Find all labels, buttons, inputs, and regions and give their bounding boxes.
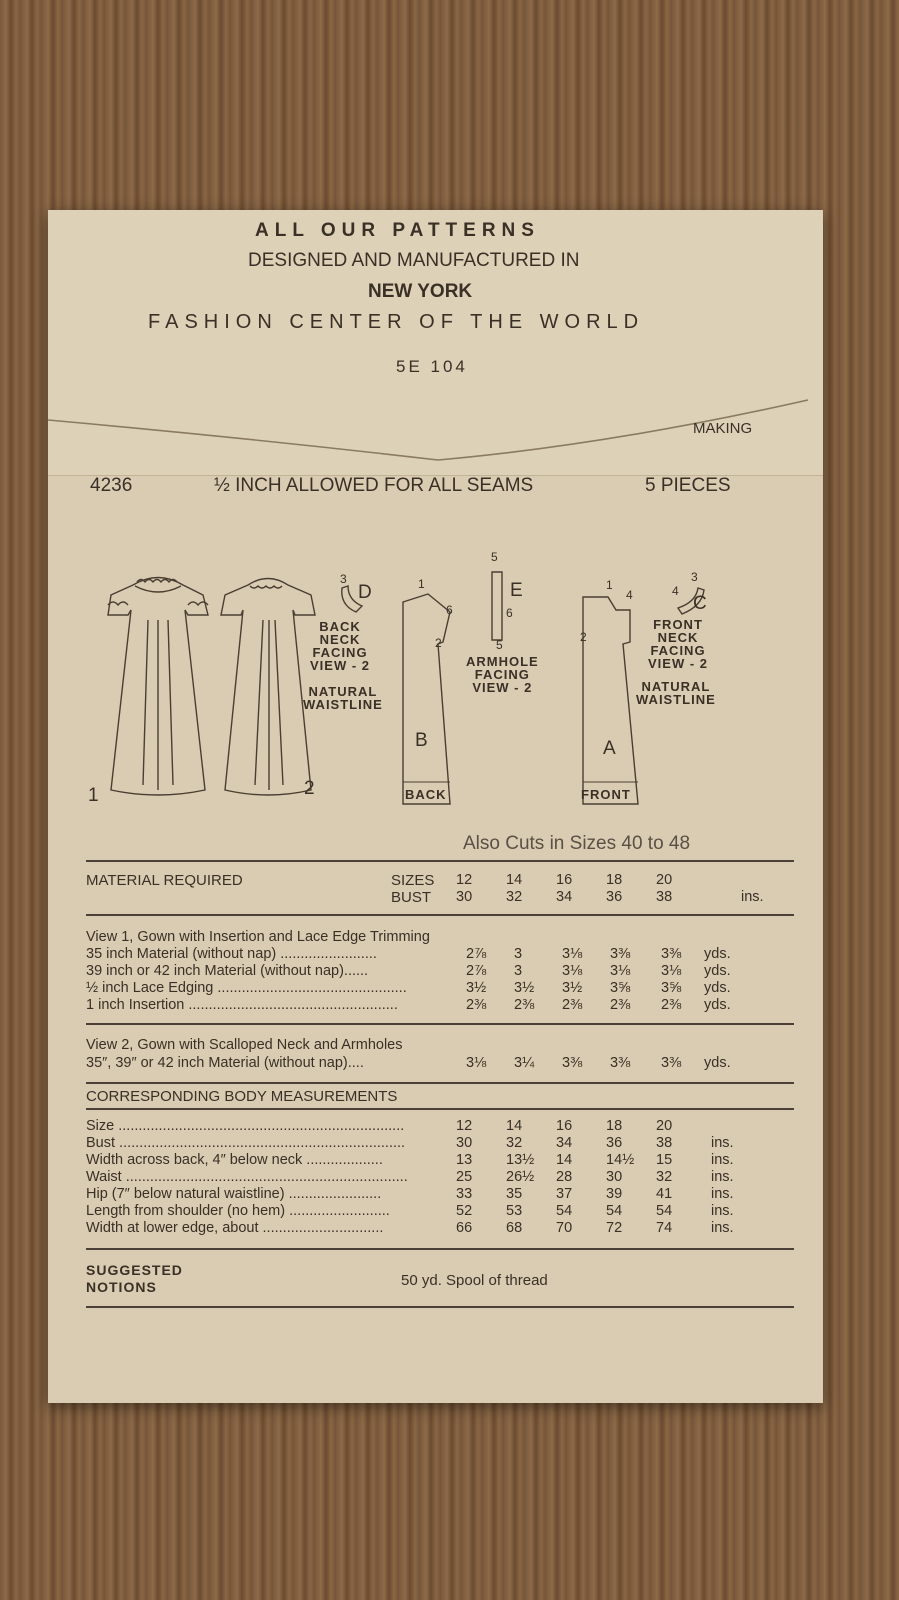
flap-line-2: DESIGNED AND MANUFACTURED IN bbox=[248, 250, 580, 271]
cell: 41 bbox=[656, 1186, 673, 1202]
piece-count: 5 PIECES bbox=[645, 475, 731, 496]
flap-code: 5E 104 bbox=[396, 357, 468, 376]
cell: 2⅜ bbox=[610, 997, 631, 1013]
row-label: Bust ....................................................................... bbox=[86, 1135, 406, 1151]
cell: 3⅛ bbox=[562, 946, 583, 962]
table-row bbox=[86, 1135, 801, 1152]
unit: ins. bbox=[711, 1169, 734, 1185]
size-col-2: 14 bbox=[506, 872, 523, 888]
bust-col-4: 36 bbox=[606, 889, 623, 905]
row-label: 35″, 39″ or 42 inch Material (without nap).... bbox=[86, 1055, 364, 1071]
table-row bbox=[86, 1152, 801, 1169]
table-row bbox=[86, 980, 801, 997]
piece-b-num-2: 2 bbox=[435, 636, 442, 650]
cell: 35 bbox=[506, 1186, 523, 1202]
cell: 14 bbox=[506, 1118, 523, 1134]
table-row bbox=[86, 946, 801, 963]
divider bbox=[86, 1108, 794, 1110]
table-row bbox=[86, 1118, 801, 1135]
body-title-row bbox=[86, 1088, 801, 1105]
cell: 3⅜ bbox=[562, 1055, 583, 1071]
unit: ins. bbox=[711, 1203, 734, 1219]
row-label: 39 inch or 42 inch Material (without nap)...... bbox=[86, 963, 369, 979]
row-label: 1 inch Insertion .................................................... bbox=[86, 997, 398, 1013]
cell: 3 bbox=[514, 963, 523, 979]
piece-a-num-4: 4 bbox=[626, 588, 633, 602]
unit: yds. bbox=[704, 1055, 731, 1071]
piece-a-letter: A bbox=[603, 738, 616, 759]
piece-a-num-2: 2 bbox=[580, 630, 587, 644]
cell: 3 bbox=[514, 946, 523, 962]
seam-allowance: ½ INCH ALLOWED FOR ALL SEAMS bbox=[214, 475, 534, 496]
cell: 52 bbox=[456, 1203, 473, 1219]
cell: 3⅜ bbox=[661, 946, 682, 962]
cell: 34 bbox=[556, 1135, 573, 1151]
table-row bbox=[86, 1055, 801, 1072]
cell: 33 bbox=[456, 1186, 473, 1202]
cell: 14 bbox=[556, 1152, 573, 1168]
view-1-title-row bbox=[86, 929, 801, 946]
unit: yds. bbox=[704, 946, 731, 962]
piece-e-num-mid: 6 bbox=[506, 606, 513, 620]
view-2-number: 2 bbox=[304, 778, 315, 799]
size-col-1: 12 bbox=[456, 872, 473, 888]
cell: 3⅜ bbox=[610, 1055, 631, 1071]
piece-b-waistline: NATURAL WAISTLINE bbox=[303, 684, 383, 712]
flap-edge-text: MAKING bbox=[693, 420, 753, 437]
cell: 3⅛ bbox=[466, 1055, 487, 1071]
flap-line-4: FASHION CENTER OF THE WORLD bbox=[148, 311, 645, 333]
cell: 66 bbox=[456, 1220, 473, 1236]
cell: 3⅝ bbox=[661, 980, 682, 996]
cell: 3⅛ bbox=[562, 963, 583, 979]
cell: 39 bbox=[606, 1186, 623, 1202]
row-label: ½ inch Lace Edging ............................................... bbox=[86, 980, 407, 996]
piece-c-label: FRONT NECK FACING VIEW - 2 bbox=[648, 617, 709, 671]
divider bbox=[86, 1306, 794, 1308]
unit: ins. bbox=[711, 1220, 734, 1236]
piece-e-letter: E bbox=[510, 580, 523, 601]
cell: 54 bbox=[556, 1203, 573, 1219]
body-title: CORRESPONDING BODY MEASUREMENTS bbox=[86, 1088, 398, 1105]
cell: 13 bbox=[456, 1152, 473, 1168]
cell: 3½ bbox=[562, 980, 583, 996]
view-1-number: 1 bbox=[88, 785, 99, 806]
material-header-row bbox=[86, 872, 801, 889]
cell: 2⅜ bbox=[514, 997, 535, 1013]
cell: 30 bbox=[456, 1135, 473, 1151]
piece-a-num-1: 1 bbox=[606, 578, 613, 592]
unit: yds. bbox=[704, 980, 731, 996]
unit: ins. bbox=[711, 1152, 734, 1168]
flap-line-1: ALL OUR PATTERNS bbox=[255, 220, 540, 241]
cell: 16 bbox=[556, 1118, 573, 1134]
divider bbox=[86, 860, 794, 862]
bust-label: BUST bbox=[391, 889, 432, 906]
unit: ins. bbox=[711, 1186, 734, 1202]
bust-header-row bbox=[86, 889, 801, 906]
view-1-title: View 1, Gown with Insertion and Lace Edge Trimming bbox=[86, 929, 430, 945]
cell: 2⅜ bbox=[661, 997, 682, 1013]
cell: 3⅝ bbox=[610, 980, 631, 996]
row-label: Width at lower edge, about .............................. bbox=[86, 1220, 384, 1236]
cell: 30 bbox=[606, 1169, 623, 1185]
table-row bbox=[86, 963, 801, 980]
piece-b-num-6: 6 bbox=[446, 603, 453, 617]
cell: 32 bbox=[506, 1135, 523, 1151]
gown-illustrations bbox=[93, 560, 323, 810]
piece-b-label: BACK bbox=[405, 787, 447, 802]
cell: 2⅞ bbox=[466, 963, 487, 979]
cell: 2⅜ bbox=[466, 997, 487, 1013]
piece-d-num: 3 bbox=[340, 572, 347, 586]
row-label: Waist ...................................................................... bbox=[86, 1169, 408, 1185]
cell: 3¼ bbox=[514, 1055, 535, 1071]
cell: 18 bbox=[606, 1118, 623, 1134]
cell: 25 bbox=[456, 1169, 473, 1185]
row-label: Size ....................................................................... bbox=[86, 1118, 405, 1134]
material-title: MATERIAL REQUIRED bbox=[86, 872, 243, 889]
cell: 3⅜ bbox=[610, 946, 631, 962]
unit: ins. bbox=[711, 1135, 734, 1151]
flap-line-3: NEW YORK bbox=[368, 281, 473, 302]
cell: 74 bbox=[656, 1220, 673, 1236]
piece-d-letter: D bbox=[358, 582, 372, 603]
size-col-4: 18 bbox=[606, 872, 623, 888]
bust-col-2: 32 bbox=[506, 889, 523, 905]
cell: 2⅜ bbox=[562, 997, 583, 1013]
cell: 12 bbox=[456, 1118, 473, 1134]
cell: 20 bbox=[656, 1118, 673, 1134]
table-row bbox=[86, 997, 801, 1014]
view-2-title: View 2, Gown with Scalloped Neck and Armholes bbox=[86, 1037, 403, 1053]
table-row bbox=[86, 1203, 801, 1220]
unit: yds. bbox=[704, 963, 731, 979]
piece-b-letter: B bbox=[415, 730, 428, 751]
piece-c-letter: C bbox=[693, 593, 707, 614]
row-label: Length from shoulder (no hem) ......................... bbox=[86, 1203, 390, 1219]
cell: 13½ bbox=[506, 1152, 535, 1168]
bust-col-1: 30 bbox=[456, 889, 473, 905]
divider bbox=[86, 1082, 794, 1084]
table-row bbox=[86, 1220, 801, 1237]
cell: 2⅞ bbox=[466, 946, 487, 962]
bust-unit: ins. bbox=[741, 889, 764, 905]
cell: 53 bbox=[506, 1203, 523, 1219]
row-label: 35 inch Material (without nap) ........................ bbox=[86, 946, 377, 962]
cell: 28 bbox=[556, 1169, 573, 1185]
table-row bbox=[86, 1169, 801, 1186]
notions-value: 50 yd. Spool of thread bbox=[401, 1272, 548, 1289]
view-2-title-row bbox=[86, 1037, 801, 1054]
cell: 15 bbox=[656, 1152, 673, 1168]
piece-c-num-3: 3 bbox=[691, 570, 698, 584]
cell: 54 bbox=[656, 1203, 673, 1219]
pattern-envelope bbox=[48, 210, 823, 1403]
cell: 26½ bbox=[506, 1169, 535, 1185]
piece-e-num-bottom: 5 bbox=[496, 638, 503, 652]
cell: 3⅜ bbox=[661, 1055, 682, 1071]
cell: 14½ bbox=[606, 1152, 635, 1168]
also-cuts-note: Also Cuts in Sizes 40 to 48 bbox=[463, 833, 691, 854]
piece-c-waistline: NATURAL WAISTLINE bbox=[636, 679, 716, 707]
cell: 3⅛ bbox=[661, 963, 682, 979]
row-label: Width across back, 4″ below neck ................... bbox=[86, 1152, 383, 1168]
cell: 3⅛ bbox=[610, 963, 631, 979]
notions-label: SUGGESTED NOTIONS bbox=[86, 1262, 183, 1295]
divider bbox=[86, 1248, 794, 1250]
cell: 54 bbox=[606, 1203, 623, 1219]
cell: 38 bbox=[656, 1135, 673, 1151]
pattern-number: 4236 bbox=[90, 475, 133, 496]
cell: 72 bbox=[606, 1220, 623, 1236]
cell: 36 bbox=[606, 1135, 623, 1151]
piece-c-num-4: 4 bbox=[672, 584, 679, 598]
cell: 32 bbox=[656, 1169, 673, 1185]
divider bbox=[86, 1023, 794, 1025]
divider bbox=[86, 914, 794, 916]
row-label: Hip (7″ below natural waistline) ....................... bbox=[86, 1186, 382, 1202]
cell: 3½ bbox=[514, 980, 535, 996]
cell: 37 bbox=[556, 1186, 573, 1202]
piece-e-num-top: 5 bbox=[491, 550, 498, 564]
piece-a-label: FRONT bbox=[581, 787, 631, 802]
piece-d-label: BACK NECK FACING VIEW - 2 bbox=[310, 619, 371, 673]
piece-b-num-1: 1 bbox=[418, 577, 425, 591]
unit: yds. bbox=[704, 997, 731, 1013]
cell: 68 bbox=[506, 1220, 523, 1236]
sizes-label: SIZES bbox=[391, 872, 435, 889]
bust-col-5: 38 bbox=[656, 889, 673, 905]
size-col-5: 20 bbox=[656, 872, 673, 888]
piece-e-shape bbox=[484, 560, 514, 650]
size-col-3: 16 bbox=[556, 872, 573, 888]
cell: 70 bbox=[556, 1220, 573, 1236]
piece-e-label: ARMHOLE FACING VIEW - 2 bbox=[466, 654, 539, 695]
cell: 3½ bbox=[466, 980, 487, 996]
table-row bbox=[86, 1186, 801, 1203]
bust-col-3: 34 bbox=[556, 889, 573, 905]
